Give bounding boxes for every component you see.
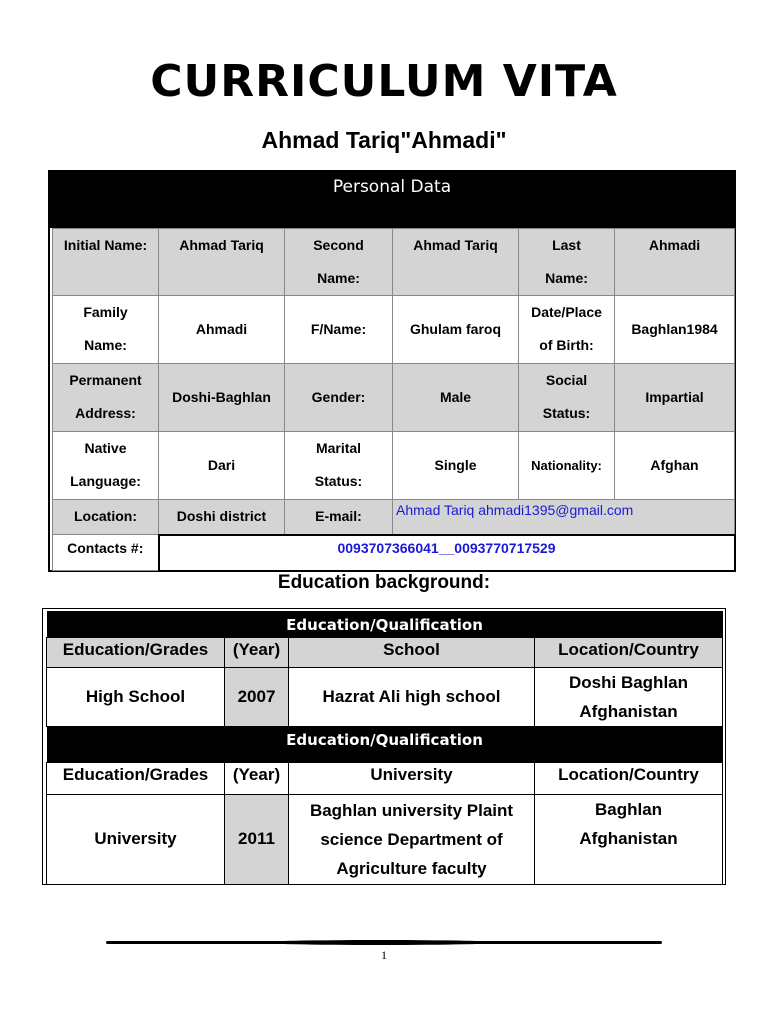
contacts-value: 0093707366041__0093770717529 [159,535,735,571]
year-value: 2007 [225,667,289,726]
location-country-value: Baghlan Afghanistan [535,794,723,884]
fname-label: F/Name: [285,296,393,364]
header-location: Location/Country [535,637,723,667]
last-name-value: Ahmadi [615,229,735,296]
page-number: 1 [381,948,387,962]
address-label: Permanent Address: [53,364,159,432]
document-title: CURRICULUM VITA [150,56,618,107]
family-name-value: Ahmadi [159,296,285,364]
last-name-label: Last Name: [519,229,615,296]
contacts-label: Contacts #: [53,535,159,571]
education-table [42,608,726,885]
dob-value: Baghlan1984 [615,296,735,364]
university-value: Baghlan university Plaint science Department of Agriculture faculty [289,794,535,884]
personal-data-header: Personal Data [50,172,734,228]
fname-value: Ghulam faroq [393,296,519,364]
marital-value: Single [393,432,519,500]
social-status-value: Impartial [615,364,735,432]
language-value: Dari [159,432,285,500]
gender-value: Male [393,364,519,432]
social-status-label: Social Status: [519,364,615,432]
address-value: Doshi-Baghlan [159,364,285,432]
location-label: Location: [53,500,159,535]
header-year: (Year) [225,762,289,794]
year-value: 2011 [225,794,289,884]
nationality-value: Afghan [615,432,735,500]
education-bar-1: Education/Qualification [47,611,723,637]
nationality-label: Nationality: [519,432,615,500]
education-section-title: Education background: [277,572,491,593]
footer-divider-accent [260,940,500,945]
header-grades: Education/Grades [47,637,225,667]
second-name-value: Ahmad Tariq [393,229,519,296]
header-grades: Education/Grades [47,762,225,794]
dob-label: Date/Place of Birth: [519,296,615,364]
location-value: Doshi district [159,500,285,535]
grade-value: University [47,794,225,884]
candidate-name: Ahmad Tariq"Ahmadi" [261,127,507,153]
family-name-label: Family Name: [53,296,159,364]
header-university: University [289,762,535,794]
school-value: Hazrat Ali high school [289,667,535,726]
marital-label: Marital Status: [285,432,393,500]
email-value[interactable]: Ahmad Tariq ahmadi1395@gmail.com [393,500,735,535]
education-bar-2: Education/Qualification [47,726,723,762]
initial-name-label: Initial Name: [53,229,159,296]
header-year: (Year) [225,637,289,667]
grade-value: High School [47,667,225,726]
location-country-value: Doshi Baghlan Afghanistan [535,667,723,726]
language-label: Native Language: [53,432,159,500]
header-school: School [289,637,535,667]
gender-label: Gender: [285,364,393,432]
header-location: Location/Country [535,762,723,794]
initial-name-value: Ahmad Tariq [159,229,285,296]
personal-data-table [48,170,736,572]
second-name-label: Second Name: [285,229,393,296]
email-label: E-mail: [285,500,393,535]
